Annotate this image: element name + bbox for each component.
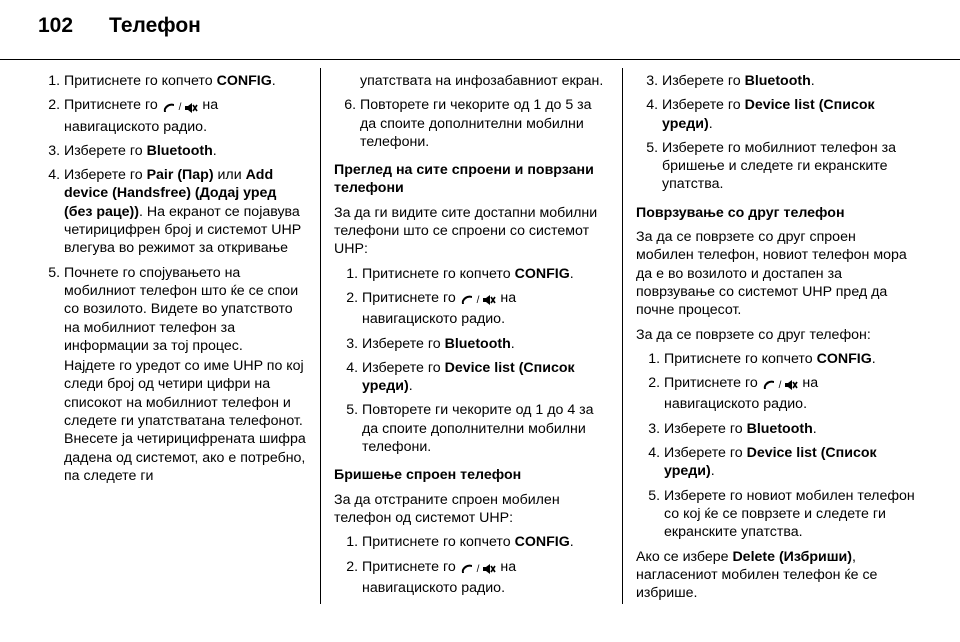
list-item: 2. Притиснете го / на навигациското радио. (64, 96, 308, 136)
column-divider (320, 68, 321, 604)
list-item: 5. Изберете го мобилниот телефон за бришење и следете ги екранските упатства. (662, 139, 916, 194)
mute-speaker-icon (784, 379, 798, 391)
page-number: 102 (38, 14, 74, 37)
list-item: 6. Повторете ги чекорите од 1 до 5 за да споите дополнителни мобилни телефони. (360, 96, 610, 151)
list-item: 1. Притиснете го копчето CONFIG. (64, 72, 308, 90)
list-item: 5. Изберете го новиот мобилен телефон со кој ќе се поврзете и следете ги екранските упатства. (664, 487, 916, 542)
section-heading: Поврзување со друг телефон (636, 204, 845, 221)
page-header (38, 14, 201, 50)
mute-speaker-icon (482, 563, 496, 575)
list-item: 4. Изберете го Device list (Список уреди). (662, 96, 916, 133)
column-3 (636, 72, 916, 608)
list-item: 4. Изберете го Device list (Список уреди). (362, 359, 610, 396)
list-item: 2. Притиснете го / на навигациското радио. (362, 558, 610, 598)
column-2 (334, 72, 610, 603)
column-divider (622, 68, 623, 604)
list-item: 3. Изберете го Bluetooth. (664, 420, 916, 438)
mute-speaker-icon (184, 102, 198, 114)
steps-list (38, 72, 308, 485)
list-item: 3. Изберете го Bluetooth. (64, 142, 308, 160)
phone-handset-icon (762, 379, 776, 391)
steps-list (636, 350, 916, 542)
steps-list (334, 533, 610, 597)
header-rule (0, 59, 960, 60)
paragraph: Ако се избере Delete (Избриши), нагласениот мобилен телефон ќе се избрише. (636, 548, 878, 602)
mute-speaker-icon (482, 294, 496, 306)
list-item: 4. Изберете го Pair (Пар) или Add device (Handsfree) (Додај уред (без раце)). На екранот се појавува четирицифрен број и системот UHP влегува во режимот за откривање (64, 166, 308, 257)
list-item: 3. Изберете го Bluetooth. (362, 335, 610, 353)
paragraph: Најдете го уредот со име UHP по кој следи број од четири цифри на списокот на мобилниот телефон и следете ги упатстватана телефонот. Внесете ја четирицифрената шифра дадена од системот, ако е потребно, па следете ги (64, 358, 306, 484)
paragraph: упатствата на инфозабавниот екран. (360, 73, 604, 89)
page-title: Телефон (109, 14, 201, 37)
steps-list (334, 265, 610, 457)
steps-list (636, 72, 916, 194)
phone-mute-icons: / (162, 98, 199, 117)
phone-handset-icon (460, 294, 474, 306)
paragraph: За да се поврзете со друг телефон: (636, 326, 871, 343)
list-item: 2. Притиснете го / на навигациското радио. (362, 289, 610, 329)
list-item: 4. Изберете го Device list (Список уреди). (664, 444, 916, 481)
phone-handset-icon (162, 102, 176, 114)
paragraph: За да отстраните спроен мобилен телефон од системот UHP: (334, 491, 560, 526)
paragraph: За да се поврзете со друг спроен мобилен телефон, новиот телефон мора да е во возилото и достапен за поврзување со системот UHP пред да почне процесот. (636, 229, 907, 319)
list-item: 5. Повторете ги чекорите од 1 до 4 за да споите дополнителни мобилни телефони. (362, 401, 610, 456)
phone-mute-icons: / (460, 291, 497, 310)
list-item: 3. Изберете го Bluetooth. (662, 72, 916, 90)
phone-handset-icon (460, 563, 474, 575)
phone-mute-icons: / (460, 560, 497, 579)
section-heading: Преглед на сите спроени и поврзани телефони (334, 162, 594, 197)
column-1 (38, 72, 308, 491)
list-item: 1. Притиснете го копчето CONFIG. (664, 350, 916, 368)
list-item: 1. Притиснете го копчето CONFIG. (362, 533, 610, 551)
list-item: 1. Притиснете го копчето CONFIG. (362, 265, 610, 283)
list-item: 2. Притиснете го / на навигациското радио. (664, 374, 916, 414)
phone-mute-icons: / (762, 376, 799, 395)
section-heading: Бришење спроен телефон (334, 467, 522, 484)
steps-list (334, 96, 610, 151)
list-item: 5. Почнете го спојувањето на мобилниот телефон што ќе се спои со возилото. Видете во упатството на мобилниот телефон за информации за тој процес. Најдете го уредот со име UHP по кој следи број од четири цифри на списокот на мобилниот телефон и следете ги упатстватана телефонот. Внесете ја четирицифрената шифра дадена од системот, ако е потребно, па следете ги (64, 264, 308, 486)
paragraph: За да ги видите сите достапни мобилни телефони што се спроени со системот UHP: (334, 204, 598, 258)
